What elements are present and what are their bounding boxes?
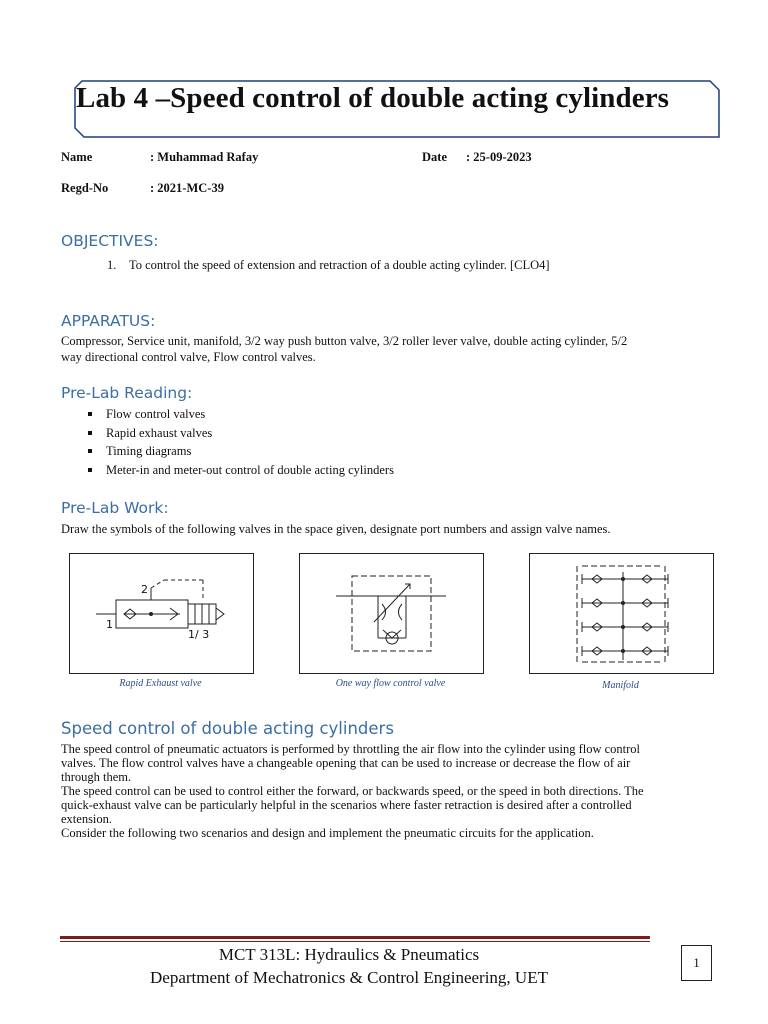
rapid-exhaust-valve-figure <box>69 553 254 674</box>
manifold-caption: Manifold <box>602 680 639 691</box>
list-item: Timing diagrams <box>84 444 394 463</box>
date-label: Date <box>422 150 447 164</box>
speed-control-body <box>61 742 644 840</box>
objective-item-number: 1. <box>107 258 117 272</box>
page-number: 1 <box>681 945 712 981</box>
name-value: : Muhammad Rafay <box>150 150 259 164</box>
speed-control-line: The speed control can be used to control either the forward, or backwards speed, or the speed in both directions. The <box>61 784 644 798</box>
port-2-label: 2 <box>141 583 148 596</box>
flow-control-valve-symbol <box>300 554 483 673</box>
list-item: Flow control valves <box>84 407 394 426</box>
footer-department: Department of Mechatronics & Control Engineering, UET <box>150 968 548 987</box>
regd-value: : 2021-MC-39 <box>150 181 224 195</box>
title-box <box>74 80 720 138</box>
name-label: Name <box>61 150 93 164</box>
flow-control-valve-figure <box>299 553 484 674</box>
apparatus-heading: APPARATUS: <box>61 312 156 330</box>
footer-rule-thin <box>60 941 650 942</box>
speed-control-line: through them. <box>61 770 132 784</box>
speed-control-line: extension. <box>61 812 113 826</box>
manifold-symbol <box>530 554 713 673</box>
footer-rule-thick <box>60 936 650 939</box>
speed-control-line: Consider the following two scenarios and design and implement the pneumatic circuits for the application. <box>61 826 594 840</box>
list-item: Rapid exhaust valves <box>84 426 394 445</box>
page-title: Lab 4 –Speed control of double acting cylinders <box>76 82 670 114</box>
footer-course: MCT 313L: Hydraulics & Pneumatics <box>218 945 480 964</box>
rapid-exhaust-valve-symbol <box>70 554 253 673</box>
port-1-label: 1 <box>106 618 113 631</box>
rapid-exhaust-valve-caption: Rapid Exhaust valve <box>119 678 202 689</box>
port-3-label: 1/ 3 <box>188 628 210 641</box>
date-value: : 25-09-2023 <box>466 150 532 164</box>
speed-control-line: valves. The flow control valves have a changeable opening that can be used to increase or decrease the flow of air <box>61 756 631 770</box>
apparatus-line-2: way directional control valve, Flow control valves. <box>61 350 316 364</box>
flow-control-valve-caption: One way flow control valve <box>335 678 446 689</box>
prelab-work-heading: Pre-Lab Work: <box>61 499 169 517</box>
speed-control-heading: Speed control of double acting cylinders <box>61 719 394 738</box>
prelab-reading-list <box>84 407 394 481</box>
speed-control-line: quick-exhaust valve can be particularly helpful in the scenarios where faster retraction is desired after a controlled <box>61 798 632 812</box>
regd-label: Regd-No <box>61 181 109 195</box>
list-item: Meter-in and meter-out control of double acting cylinders <box>84 463 394 482</box>
manifold-figure <box>529 553 714 674</box>
objective-item-text: To control the speed of extension and retraction of a double acting cylinder. [CLO4] <box>129 258 550 272</box>
apparatus-line-1: Compressor, Service unit, manifold, 3/2 way push button valve, 3/2 roller lever valve, double acting cylinder, 5/2 <box>61 334 628 348</box>
speed-control-line: The speed control of pneumatic actuators is performed by throttling the air flow into the cylinder using flow control <box>61 742 641 756</box>
prelab-reading-heading: Pre-Lab Reading: <box>61 384 193 402</box>
objectives-heading: OBJECTIVES: <box>61 232 159 250</box>
prelab-work-text: Draw the symbols of the following valves in the space given, designate port numbers and assign valve names. <box>61 522 611 536</box>
